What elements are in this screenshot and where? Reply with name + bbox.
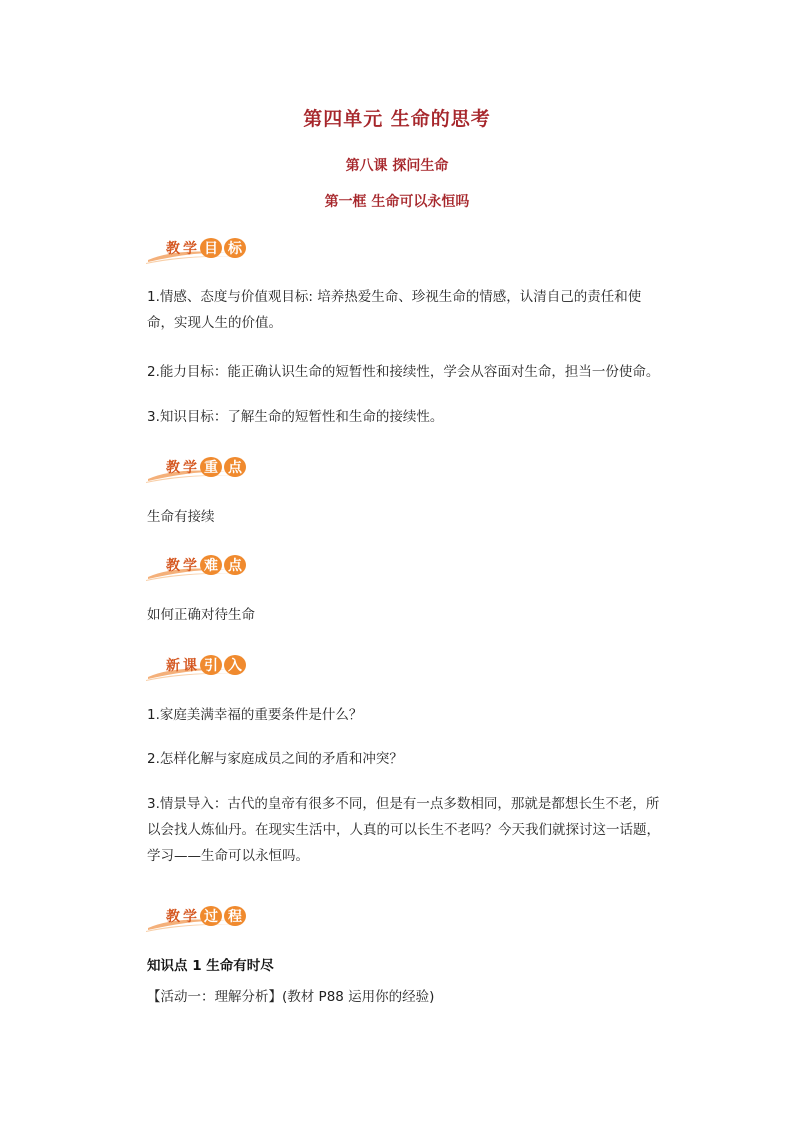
activity-heading: 【活动一：理解分析】(教材 P88 运用你的经验) bbox=[147, 989, 435, 1005]
section-header-difficulty bbox=[146, 551, 266, 581]
section-label-circle: 点 bbox=[224, 555, 246, 575]
section-label-circle: 入 bbox=[224, 655, 246, 675]
intro-item: 2.怎样化解与家庭成员之间的矛盾和冲突？ bbox=[147, 751, 403, 767]
objective-item: 1.情感、态度与价值观目标: 培养热爱生命、珍视生命的情感，认清自己的责任和使命，实现人生的价值。 bbox=[147, 289, 642, 331]
intro-item: 3.情景导入：古代的皇帝有很多不同，但是有一点多数相同，那就是都想长生不老，所以会找人炼仙丹。在现实生活中，人真的可以长生不老吗？今天我们就探讨这一话题，学习——生命可以永恒吗。 bbox=[147, 796, 660, 864]
section-label-circle: 目 bbox=[200, 238, 222, 258]
section-header-keypoint bbox=[146, 453, 266, 483]
knowledge-point-heading: 知识点 1 生命有时尽 bbox=[147, 958, 274, 974]
section-label-char: 教 bbox=[166, 558, 180, 574]
section-label-char: 课 bbox=[183, 658, 197, 674]
section-title: 第一框 生命可以永恒吗 bbox=[324, 194, 470, 210]
section-label-char: 学 bbox=[183, 558, 197, 574]
unit-title: 第四单元 生命的思考 bbox=[303, 108, 491, 130]
section-label-char: 教 bbox=[166, 460, 180, 476]
section-label-char: 教 bbox=[166, 241, 180, 257]
section-label-char: 学 bbox=[183, 460, 197, 476]
section-label-char: 学 bbox=[183, 909, 197, 925]
section-header-intro bbox=[146, 651, 266, 681]
section-label-circle: 标 bbox=[224, 238, 246, 258]
section-label-circle: 点 bbox=[224, 457, 246, 477]
section-header-objectives bbox=[146, 234, 266, 264]
section-label-char: 新 bbox=[166, 658, 180, 674]
lesson-title: 第八课 探问生命 bbox=[345, 158, 449, 174]
intro-item: 1.家庭美满幸福的重要条件是什么？ bbox=[147, 707, 363, 723]
section-label-circle: 难 bbox=[200, 555, 222, 575]
difficulty-text: 如何正确对待生命 bbox=[147, 607, 255, 623]
section-header-process bbox=[146, 902, 266, 932]
objective-item: 3.知识目标：了解生命的短暂性和生命的接续性。 bbox=[147, 409, 444, 425]
objective-item: 2.能力目标：能正确认识生命的短暂性和接续性，学会从容面对生命，担当一份使命。 bbox=[147, 364, 660, 380]
keypoint-text: 生命有接续 bbox=[147, 509, 215, 525]
section-label-circle: 重 bbox=[200, 457, 222, 477]
section-label-circle: 过 bbox=[200, 906, 222, 926]
section-label-circle: 引 bbox=[200, 655, 222, 675]
section-label-circle: 程 bbox=[224, 906, 246, 926]
section-label-char: 教 bbox=[166, 909, 180, 925]
section-label-char: 学 bbox=[183, 241, 197, 257]
